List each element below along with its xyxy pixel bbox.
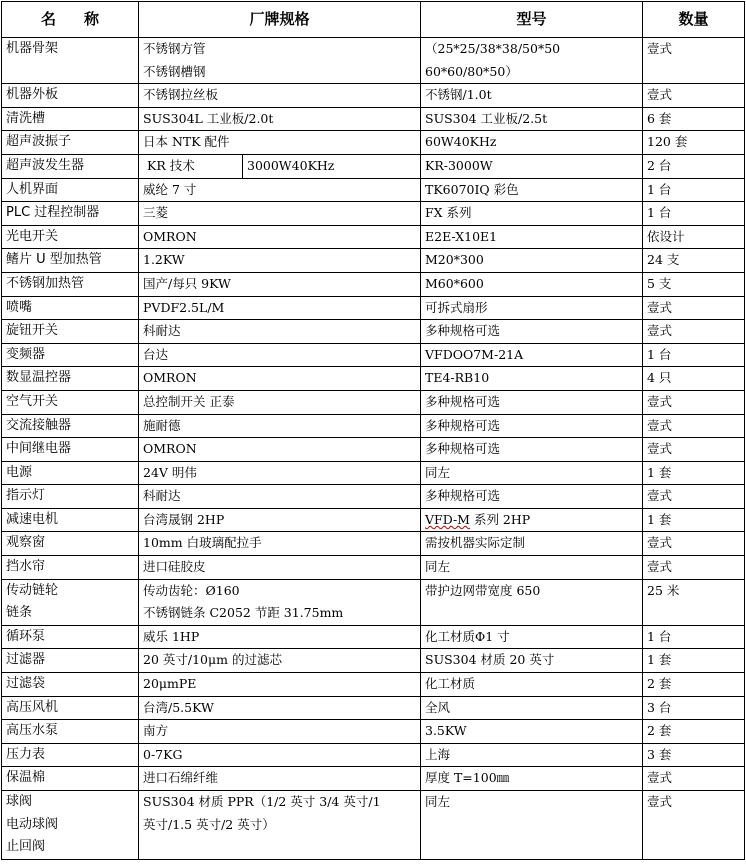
model-cell [421,696,643,720]
item-name: 人机界面 [6,181,59,197]
table-row [2,414,745,438]
brand-spec-cell [139,438,421,462]
table-row [2,485,745,509]
table-row [2,202,745,226]
item-name: 高压水泵 [6,723,59,739]
brand-spec: 国产/每只 9KW [143,275,231,291]
item-name: 机器外板 [6,87,59,103]
item-name-cell [2,532,139,556]
header-name: 名称 [2,2,139,38]
brand-spec-right: 3000W40KHz [247,157,335,173]
item-name-cell [2,84,139,108]
model: 全风 [425,699,451,715]
table-row [2,649,745,673]
item-name: 电源 [6,464,33,480]
model-cell [421,414,643,438]
model: 同左 [425,559,451,575]
item-name-cell [2,414,139,438]
model: 同左 [425,464,451,480]
model-cell [421,390,643,414]
model-cell [421,673,643,697]
model-cell [421,743,643,767]
brand-spec-cell [139,320,421,344]
brand-spec: 台湾晟钢 2HP [143,511,225,527]
item-name-cell [2,438,139,462]
brand-spec: 进口石绵纤维 [143,770,219,786]
brand-spec-cell [139,414,421,438]
item-name-cell [2,272,139,296]
table-row [2,532,745,556]
quantity-cell: 壹式 [643,84,745,108]
model-cell [421,154,643,178]
item-name-cell [2,767,139,791]
item-name: 过滤器 [6,652,46,668]
model: 多种规格可选 [425,488,501,504]
item-name: 光电开关 [6,228,59,244]
brand-spec: 科耐达 [143,488,181,504]
model: 同左 [425,794,451,809]
table-row [2,343,745,367]
brand-spec-cell [139,343,421,367]
brand-spec-left: KR 技术 [143,155,243,178]
item-name: 空气开关 [6,393,59,409]
model-cell [421,508,643,532]
item-name: 清洗槽 [6,110,46,126]
brand-spec-cell [139,154,421,178]
item-name: 交流接触器 [6,417,72,433]
item-name: 止回阀 [6,839,46,855]
quantity-cell: 壹式 [643,767,745,791]
table-row [2,720,745,744]
brand-spec: OMRON [143,228,197,244]
quantity-cell: 1 台 [643,343,745,367]
brand-spec: 20 英寸/10μm 的过滤芯 [143,652,282,668]
item-name-cell [2,296,139,320]
brand-spec: OMRON [143,441,197,457]
brand-spec: 不锈钢链条 C2052 节距 31.75mm [143,605,344,621]
item-name-cell [2,107,139,131]
brand-spec-cell [139,649,421,673]
item-name: 数显温控器 [6,370,72,386]
quantity-cell: 5 支 [643,272,745,296]
header-model: 型号 [421,2,643,38]
table-row [2,107,745,131]
header-row [2,2,745,38]
brand-spec: 英寸/1.5 英寸/2 英寸） [143,816,275,832]
brand-spec-cell [139,767,421,791]
brand-spec: 南方 [143,723,169,739]
brand-spec: 20μmPE [143,676,197,692]
brand-spec-cell [139,367,421,391]
quantity-cell: 1 台 [643,625,745,649]
brand-spec: PVDF2.5L/M [143,299,225,315]
table-row [2,225,745,249]
model-cell [421,343,643,367]
item-name-cell [2,720,139,744]
model: 带护边网带宽度 650 [425,582,541,598]
model-cell [421,767,643,791]
item-name-cell [2,791,139,860]
brand-spec: 威乐 1HP [143,628,200,644]
model-cell [421,532,643,556]
item-name-cell [2,649,139,673]
brand-spec: 1.2KW [143,252,185,268]
quantity-cell: 壹式 [643,791,745,860]
table-row [2,625,745,649]
item-name-cell [2,38,139,84]
item-name-cell [2,390,139,414]
model-cell [421,320,643,344]
table-row [2,367,745,391]
model: 不锈钢/1.0t [425,87,492,103]
brand-spec: OMRON [143,370,197,386]
model: KR-3000W [425,157,493,173]
model: SUS304 材质 20 英寸 [425,652,555,668]
model: （25*25/38*38/50*50 [425,41,561,56]
model-line [425,509,642,532]
item-name-cell [2,579,139,625]
table-row [2,131,745,155]
quantity-cell: 依设计 [643,225,745,249]
item-name-cell [2,249,139,273]
model-prefix: VFD-M [425,511,470,527]
brand-spec-cell [139,131,421,155]
item-name: 旋钮开关 [6,323,59,339]
table-row [2,579,745,625]
model: 60*60/80*50） [425,63,518,79]
model: VFDOO7M-21A [425,346,524,362]
brand-spec-cell [139,579,421,625]
brand-spec: SUS304 材质 PPR（1/2 英寸 3/4 英寸/1 [143,794,381,809]
brand-spec-cell [139,272,421,296]
model-cell [421,485,643,509]
brand-spec: 传动齿轮：Ø160 [143,582,240,598]
table-row [2,743,745,767]
model: 化工材质 [425,676,476,692]
quantity-cell: 1 台 [643,202,745,226]
item-name: 中间继电器 [6,441,72,457]
table-row [2,556,745,580]
model: 上海 [425,746,451,762]
item-name: 过滤袋 [6,676,46,692]
table-row [2,296,745,320]
item-name-cell [2,320,139,344]
model: TK6070IQ 彩色 [425,181,519,197]
brand-spec: 三菱 [143,205,169,221]
quantity-cell: 2 套 [643,720,745,744]
brand-spec-cell [139,556,421,580]
model-cell [421,720,643,744]
model-cell [421,625,643,649]
model-cell [421,461,643,485]
brand-spec-cell [139,461,421,485]
item-name: 传动链轮 [6,582,59,598]
model: 化工材质Φ1 寸 [425,628,510,644]
quantity-cell: 壹式 [643,485,745,509]
quantity-cell: 3 台 [643,696,745,720]
quantity-cell: 1 套 [643,649,745,673]
quantity-cell: 25 米 [643,579,745,625]
brand-spec: 总控制开关 正泰 [143,393,235,409]
item-name: 喷嘴 [6,299,33,315]
model: E2E-X10E1 [425,228,498,244]
item-name-cell [2,556,139,580]
model-cell [421,272,643,296]
brand-spec-cell [139,84,421,108]
table-row [2,178,745,202]
brand-spec-cell [139,791,421,860]
quantity-cell: 壹式 [643,532,745,556]
quantity-cell: 24 支 [643,249,745,273]
model: 需按机器实际定制 [425,535,526,551]
brand-spec: 科耐达 [143,323,181,339]
table-row [2,461,745,485]
model-cell [421,579,643,625]
header-qty: 数量 [643,2,745,38]
quantity-cell: 120 套 [643,131,745,155]
model: 多种规格可选 [425,393,501,409]
quantity-cell: 壹式 [643,390,745,414]
item-name-cell [2,461,139,485]
brand-spec-cell [139,485,421,509]
item-name-cell [2,343,139,367]
item-name: 机器骨架 [6,41,59,56]
header-brand: 厂牌规格 [139,2,421,38]
quantity-cell: 2 台 [643,154,745,178]
item-name: 观察窗 [6,535,46,551]
table-row [2,249,745,273]
table-row [2,791,745,860]
item-name-cell [2,743,139,767]
brand-spec: 台湾/5.5KW [143,699,214,715]
brand-spec: 不锈钢方管 [143,41,206,56]
model-cell [421,178,643,202]
item-name: 挡水帘 [6,559,46,575]
brand-spec-cell [139,178,421,202]
model-cell [421,791,643,860]
item-name-cell [2,696,139,720]
item-name: 指示灯 [6,488,46,504]
model-cell [421,649,643,673]
table-row [2,390,745,414]
quantity-cell: 壹式 [643,296,745,320]
brand-spec: 不锈钢拉丝板 [143,87,219,103]
table-body [2,38,745,860]
item-name: 球阀 [6,794,33,809]
brand-spec-cell [139,249,421,273]
item-name: 超声波振子 [6,134,72,150]
table-row [2,673,745,697]
item-name-cell [2,178,139,202]
item-name-cell [2,225,139,249]
model: M20*300 [425,252,484,268]
quantity-cell: 1 套 [643,461,745,485]
item-name: 不锈钢加热管 [6,275,85,291]
brand-spec-cell [139,202,421,226]
item-name: 高压风机 [6,699,59,715]
model-cell [421,202,643,226]
item-name: 鳍片 U 型加热管 [6,252,102,268]
model-cell [421,438,643,462]
quantity-cell: 3 套 [643,743,745,767]
quantity-cell: 2 套 [643,673,745,697]
quantity-cell: 壹式 [643,414,745,438]
quantity-cell: 壹式 [643,38,745,84]
model-cell [421,225,643,249]
model: 厚度 T=100㎜ [425,770,510,786]
quantity-cell: 壹式 [643,438,745,462]
table-row [2,84,745,108]
item-name-cell [2,625,139,649]
item-name-cell [2,154,139,178]
item-name-cell [2,508,139,532]
model: 60W40KHz [425,134,497,150]
brand-spec-cell [139,296,421,320]
item-name-cell [2,131,139,155]
brand-spec-cell [139,720,421,744]
model: 多种规格可选 [425,441,501,457]
brand-spec: 24V 明伟 [143,464,197,480]
brand-spec: 进口硅胶皮 [143,559,206,575]
table-row [2,272,745,296]
model: 多种规格可选 [425,323,501,339]
model-cell [421,107,643,131]
quantity-cell: 壹式 [643,556,745,580]
table-row [2,438,745,462]
brand-spec: 0-7KG [143,746,183,762]
quantity-cell: 4 只 [643,367,745,391]
item-name: 变频器 [6,346,46,362]
item-name: 循环泵 [6,628,46,644]
quantity-cell: 1 套 [643,508,745,532]
table-row [2,154,745,178]
model: 多种规格可选 [425,417,501,433]
quantity-cell: 1 台 [643,178,745,202]
brand-spec-cell [139,508,421,532]
brand-spec: 威纶 7 寸 [143,181,197,197]
table-row [2,696,745,720]
item-name: 链条 [6,605,33,621]
model: 可拆式扇形 [425,299,488,315]
brand-spec: 日本 NTK 配件 [143,134,230,150]
item-name-cell [2,367,139,391]
brand-spec-cell [139,38,421,84]
brand-spec-cell [139,532,421,556]
item-name: 减速电机 [6,511,59,527]
model: SUS304 工业板/2.5t [425,110,548,126]
table-row [2,767,745,791]
model-cell [421,296,643,320]
brand-spec-cell [139,673,421,697]
brand-spec: 10mm 白玻璃配拉手 [143,535,262,551]
item-name: 保温棉 [6,770,46,786]
model-cell [421,38,643,84]
model-cell [421,367,643,391]
table-row [2,508,745,532]
model: M60*600 [425,275,484,291]
brand-spec: 台达 [143,346,169,362]
brand-spec-cell [139,225,421,249]
brand-spec: 施耐德 [143,417,181,433]
quantity-cell: 壹式 [643,320,745,344]
item-name: 电动球阀 [6,816,59,832]
item-name: PLC 过程控制器 [6,205,100,221]
model-cell [421,249,643,273]
table-row [2,320,745,344]
model: 3.5KW [425,723,467,739]
model-cell [421,84,643,108]
quantity-cell: 6 套 [643,107,745,131]
brand-spec-cell [139,107,421,131]
item-name-cell [2,673,139,697]
brand-spec: 不锈钢槽钢 [143,63,206,79]
model: TE4-RB10 [425,370,490,386]
brand-spec-cell [139,696,421,720]
brand-spec-cell [139,390,421,414]
brand-spec: SUS304L 工业板/2.0t [143,110,274,126]
brand-spec-cell [139,743,421,767]
item-name: 超声波发生器 [6,157,85,173]
model-suffix: 系列 2HP [469,511,531,527]
equipment-spec-table [1,1,745,860]
item-name: 压力表 [6,746,46,762]
model-cell [421,131,643,155]
item-name-cell [2,202,139,226]
item-name-cell [2,485,139,509]
model-cell [421,556,643,580]
table-row [2,38,745,84]
brand-spec-cell [139,625,421,649]
model: FX 系列 [425,205,472,221]
